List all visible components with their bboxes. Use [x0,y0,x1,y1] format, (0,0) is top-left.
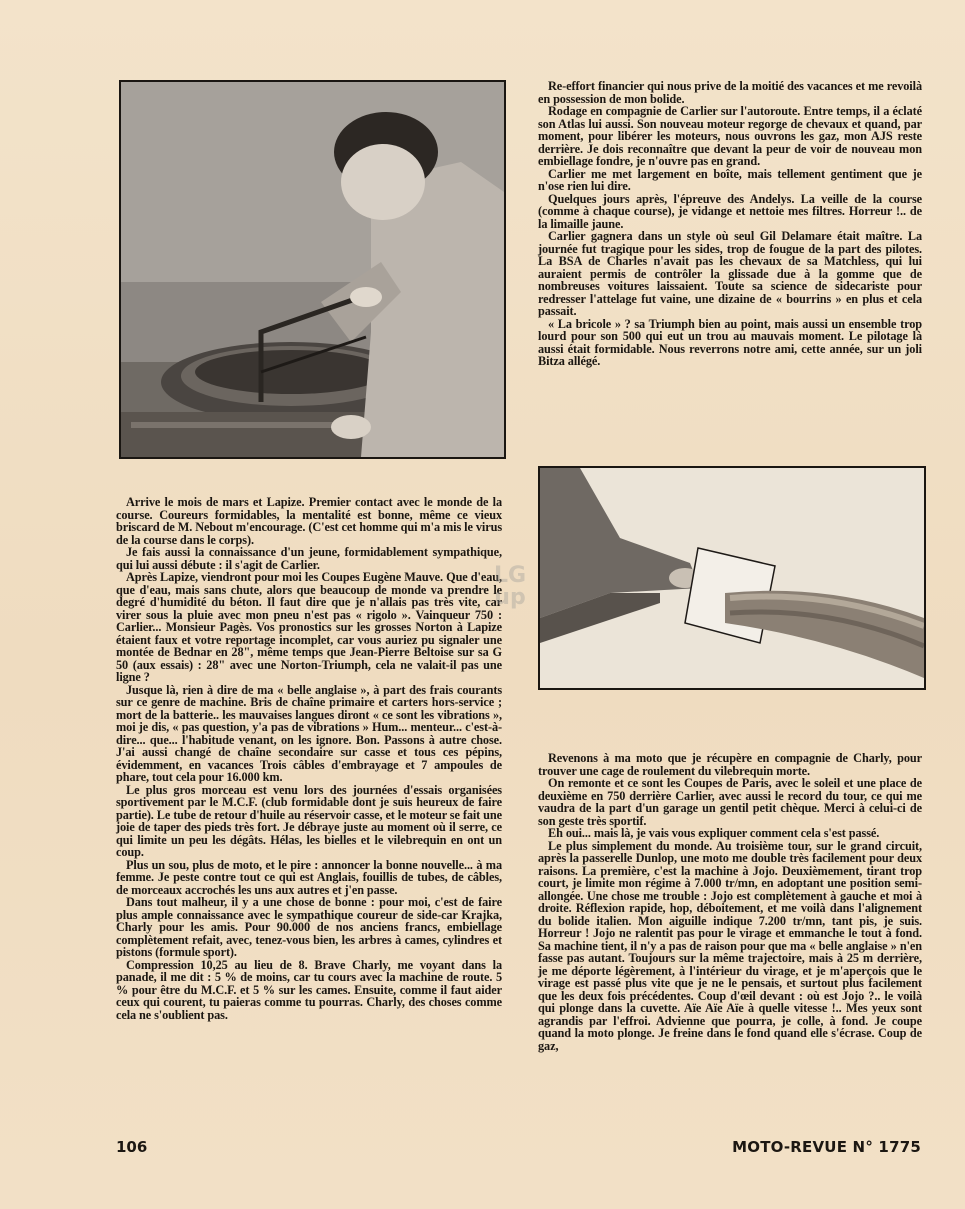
paragraph: Arrive le mois de mars et Lapize. Premier contact avec le monde de la course. Coureurs formidables, la mentalité est bonne, même ce vieux briscard de M. Nebout m'encourage. (C'est cet homme qui m'a mis le virus de la course dans le corps). [116,495,502,547]
photo-man-sawing-tire-image [121,82,504,457]
paragraph: Le plus gros morceau est venu lors des journées d'essais organisées sportivement par le M.C.F. (club formidable dont je suis heureux de faire partie). Le tube de retour d'huile au réservoir casse, et le moteur se fait une joie de taper des pieds très fort. Je débraye juste au moment où il serre, ce qui limite un peu les dégâts. Hélas, les bielles et le vilebrequin en ont un coup. [116,782,502,859]
photo-tire-detail-image [540,468,924,688]
paragraph: Re-effort financier qui nous prive de la moitié des vacances et me revoilà en possession de mon bolide. [538,79,922,106]
paragraph: Carlier me met largement en boîte, mais tellement gentiment que je n'ose rien lui dire. [538,166,922,193]
article-column-right-bottom [538,752,922,1052]
photo-tire-detail [538,466,926,690]
paragraph: « La bricole » ? sa Triumph bien au point, mais aussi un ensemble trop lourd pour son 500 qui eut un trou au mauvais moment. Le pilotage là aussi était formidable. Nous reverrons notre ami, cette année, sur un joli Bitza allégé. [538,316,922,368]
page-number: 106 [116,1138,148,1156]
paragraph: Jusque là, rien à dire de ma « belle anglaise », à part des frais courants sur ce genre de machine. Bris de chaîne primaire et carters hors-service ; mort de la batterie.. les mauvaises langues diront « ce sont les vibrations », moi je dis, « pas question, y'a pas de vibrations » Hum... menteur... c'est-à-dire... que... l'habitude venant, on les ignore. Bon. Passons à autre chose. J'ai aussi changé de chaîne secondaire sur casse et tous ces pépins, évidemment, en vacances Trois câbles d'embrayage et 7 ampoules de phare, tout cela pour 16.000 km. [116,682,502,784]
paragraph: Quelques jours après, l'épreuve des Andelys. La veille de la course (comme à chaque course), je vidange et nettoie mes filtres. Horreur !.. de la limaille jaune. [538,191,922,231]
paragraph: Eh oui... mais là, je vais vous expliquer comment cela s'est passé. [548,826,880,840]
paragraph: Compression 10,25 au lieu de 8. Brave Charly, me voyant dans la panade, il me dit : 5 % de moins, car tu cours avec la machine de route. 5 % pour être du M.C.F. et 5 % sur les cames. Ensuite, comme il faut aider ceux qui courent, tu paieras comme tu pourras. Charly, des choses comme cela ne s'oublient pas. [116,957,502,1022]
paragraph: Après Lapize, viendront pour moi les Coupes Eugène Mauve. Que d'eau, que d'eau, mais sans chute, alors que beaucoup de monde va prendre le degré d'humidité du béton. Il faut dire que je n'allais pas très vite, car virer sous la pluie avec mon pneu n'est pas « rigolo ». Vainqueur 750 : Carlier... Monsieur Pagès. Vos pronostics sur les grosses Norton à Lapize étaient faux et votre reportage incomplet, car vous auriez pu signaler une montée de Bednar en 28", même temps que Jean-Pierre Beltoise sur sa G 50 (aux essais) : 28" avec une Norton-Triumph, cela ne valait-il pas une ligne ? [116,570,502,684]
paragraph: Revenons à ma moto que je récupère en compagnie de Charly, pour trouver une cage de roulement du vilebrequin morte. [538,751,922,778]
paragraph: Rodage en compagnie de Carlier sur l'autoroute. Entre temps, il a éclaté son Atlas lui aussi. Son nouveau moteur regorge de chevaux et quand, par moment, pour libérer les moteurs, nous ouvrons les gaz, mon AJS reste derrière. Je dois reconnaître que devant la peur de voir de nouveau mon embiellage fondre, je n'ouvre pas en grand. [538,104,922,168]
paragraph: Le plus simplement du monde. Au troisième tour, sur le grand circuit, après la passerelle Dunlop, une moto me double très facilement pour deux raisons. La première, c'est la machine à Jojo. Deuxièmement, tirant trop court, je limite mon régime à 7.000 tr/mn, en adoptant une position semi-allongée. Une chose me trouble : Jojo est complètement à gauche et moi à droite. Réflexion rapide, hop, déboitement, et me voilà dans l'alignement du bolide italien. Mon aiguille indique 7.200 tr/mn, tant pis, je suis. Horreur ! Jojo ne ralentit pas pour le virage et emmanche le tout à fond. Sa machine tient, il n'y a pas de raison pour que ma « belle anglaise » n'en fasse pas autant. Toujours sur la même trajectoire, mais à 25 m derrière, je me déporte légèrement, à l'intérieur du virage, et je m'aperçois que le virage est passé plus vite que je ne le pensais, et surtout plus facilement que les deux fois précédentes. Coup d'œil devant : où est Jojo ?.. le voilà qui plonge dans la cuvette. Aïe Aïe Aïe à quelle vitesse !.. Mes yeux sont agrandis par l'effroi. Advienne que pourra, je colle, à fond. Je coupe quand la moto plonge. Je freine dans le fond quand elle s'écrase. Coup de gaz, [538,838,922,1053]
paragraph: Dans tout malheur, il y a une chose de bonne : pour moi, c'est de faire plus ample connaissance avec le sympathique coureur de side-car Krajka, Charly pour les amis. Pour 90.000 de nos anciens francs, embiellage complètement refait, avec, tenez-vous bien, les arbres à cames, cylindres et pistons (formule sport). [116,895,502,959]
paragraph: On remonte et ce sont les Coupes de Paris, avec le soleil et une place de deuxième en 750 derrière Carlier, avec aussi le record du tour, ce qui me vaudra de la part d'un garage un gentil petit chèque. Merci à celui-ci de son geste très sportif. [538,776,922,828]
paragraph: Je fais aussi la connaissance d'un jeune, formidablement sympathique, qui lui aussi débute : il s'agit de Carlier. [116,545,502,572]
article-column-left [116,496,502,1021]
magazine-issue: MOTO-REVUE N° 1775 [732,1138,921,1156]
photo-man-sawing-tire [119,80,506,459]
watermark: LG up [493,563,527,610]
paragraph: Plus un sou, plus de moto, et le pire : annoncer la bonne nouvelle... à ma femme. Je peste contre tout ce qui est Anglais, fouillis de tubes, de câbles, de morceaux accrochés les uns aux autres et j'en passe. [116,857,502,897]
paragraph: Carlier gagnera dans un style où seul Gil Delamare était maître. La journée fut tragique pour les sides, trop de fougue de la part des pilotes. La BSA de Charles n'avait pas les chevaux de sa Matchless, qui lui auraient permis de contrôler la glissade due à la gomme que de nombreuses voitures laissaient. Toute sa science de sidecariste pour redresser l'attelage fut vaine, une dizaine de « bourrins » en plus et cela passait. [538,229,922,318]
article-column-right-top [538,80,922,368]
